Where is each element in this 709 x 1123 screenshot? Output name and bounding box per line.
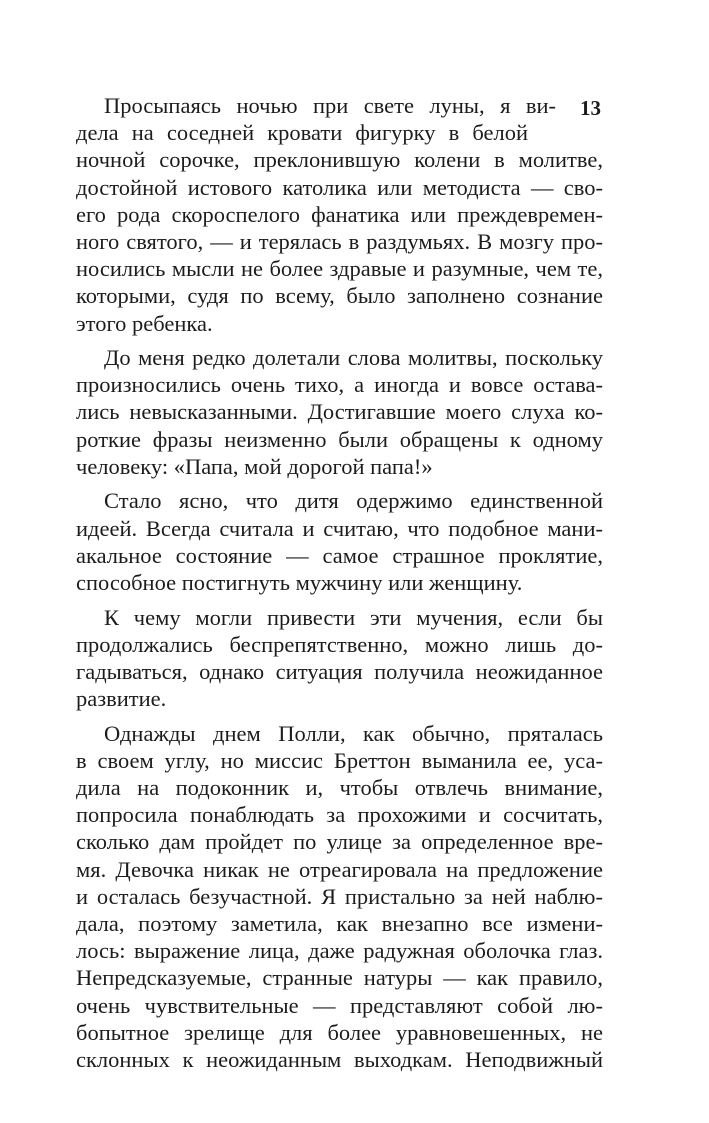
text-line: способное постигнуть мужчину или женщину.	[76, 569, 523, 595]
text-line: идеей. Всегда считала и считаю, что подобное мани-	[76, 515, 603, 541]
page-number: 13	[580, 96, 601, 120]
text-line: и осталась безучастной. Я пристально за ней наблю-	[76, 883, 603, 909]
text-line: гадываться, однако ситуация получила неожиданное	[76, 658, 603, 684]
text-line: дала, поэтому заметила, как внезапно все измени-	[76, 911, 603, 936]
text-line: человеку: «Папа, мой дорогой папа!»	[76, 453, 433, 479]
text-line: Стало ясно, что дитя одержимо единственной	[104, 488, 603, 514]
text-line: достойной истового католика или методиста — сво-	[76, 174, 603, 200]
text-line: акальное состояние — самое страшное проклятие,	[76, 542, 603, 568]
text-line: носились мысли не более здравые и разумные, чем те,	[76, 256, 603, 282]
text-line: лись невысказанными. Достигавшие моего слуха ко-	[76, 399, 603, 425]
text-line: дела на соседней кровати фигурку в белой	[76, 120, 528, 146]
text-line: Просыпаясь ночью при свете луны, я ви-	[104, 93, 556, 118]
text-line: дила на подоконник и, чтобы отвлечь внимание,	[76, 775, 603, 801]
text-line: К чему могли привести эти мучения, если бы	[104, 604, 603, 630]
paragraph	[76, 720, 603, 1073]
paragraph	[76, 604, 603, 713]
text-line: ночной сорочке, преклонившую колени в молитве,	[76, 147, 603, 173]
text-line: сколько дам пройдет по улице за определенное вре-	[76, 829, 603, 855]
text-line: лось: выражение лица, даже радужная оболочка глаз.	[76, 938, 603, 964]
text-line: этого ребенка.	[76, 310, 213, 336]
text-line: попросила понаблюдать за прохожими и сосчитать,	[76, 802, 603, 828]
text-line: склонных к неожиданным выходкам. Неподвижный	[76, 1046, 603, 1072]
text-line: мя. Девочка никак не отреагировала на предложение	[76, 856, 603, 882]
text-line: развитие.	[76, 686, 167, 712]
text-line: которыми, судя по всему, было заполнено сознание	[76, 283, 603, 309]
text-line: ного святого, — и терялась в раздумьях. В мозгу про-	[76, 228, 603, 254]
text-line: Непредсказуемые, странные натуры — как правило,	[76, 965, 603, 991]
text-line: роткие фразы неизменно были обращены к одному	[76, 426, 603, 452]
paragraph	[76, 92, 603, 337]
body-text	[76, 92, 603, 1073]
text-line: в своем углу, но миссис Бреттон выманила ее, уса-	[76, 747, 603, 773]
text-line: бопытное зрелище для более уравновешенных, не	[76, 1019, 603, 1045]
text-line: его рода скороспелого фанатика или преждевремен-	[76, 201, 603, 227]
text-line: Однажды днем Полли, как обычно, пряталась	[104, 720, 603, 746]
paragraph	[76, 344, 603, 480]
text-line: очень чувствительные — представляют собой лю-	[76, 992, 603, 1018]
text-line: продолжались беспрепятственно, можно лишь до-	[76, 631, 603, 657]
text-line: произносились очень тихо, а иногда и вовсе остава-	[76, 372, 603, 398]
paragraph	[76, 487, 603, 596]
text-line: До меня редко долетали слова молитвы, поскольку	[104, 345, 603, 371]
